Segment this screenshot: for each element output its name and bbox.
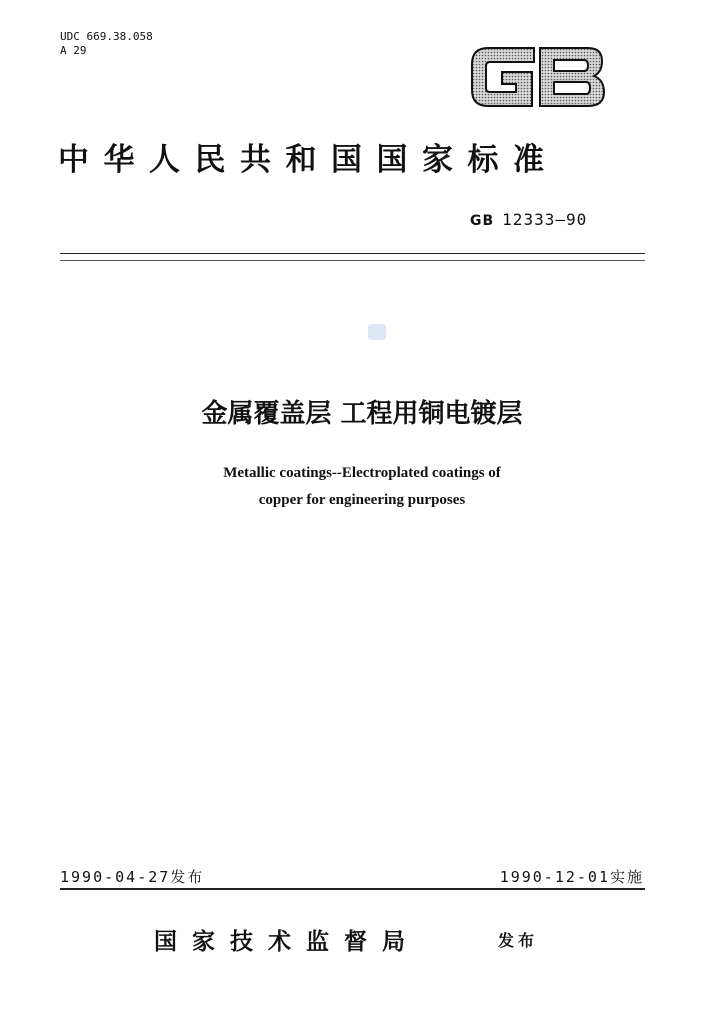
english-title xyxy=(60,460,664,514)
udc-block xyxy=(60,30,153,58)
gb-logo xyxy=(466,42,608,112)
udc-code: UDC 669.38.058 xyxy=(60,30,153,43)
chinese-title: 金属覆盖层 工程用铜电镀层 xyxy=(201,399,523,429)
header-rule xyxy=(60,253,645,254)
english-title-line1: Metallic coatings--Electroplated coatings of xyxy=(223,465,501,481)
gb-logo-graphic xyxy=(466,42,608,112)
standard-number xyxy=(470,210,587,229)
main-title: 中华人民共和国国家标准 xyxy=(58,142,559,178)
watermark-icon xyxy=(367,323,387,341)
publisher-name: 国家技术监督局 xyxy=(154,929,420,955)
implementation-date: 1990-12-01实施 xyxy=(499,868,644,886)
standard-code: 12333—90 xyxy=(502,210,588,229)
standard-prefix: GB xyxy=(470,213,495,229)
publish-label: 发布 xyxy=(498,931,539,950)
header-rule-thin xyxy=(60,260,645,261)
classification-code: A 29 xyxy=(60,44,87,57)
footer-rule xyxy=(60,888,645,890)
issue-date: 1990-04-27发布 xyxy=(60,868,205,886)
english-title-line2: copper for engineering purposes xyxy=(258,492,466,508)
